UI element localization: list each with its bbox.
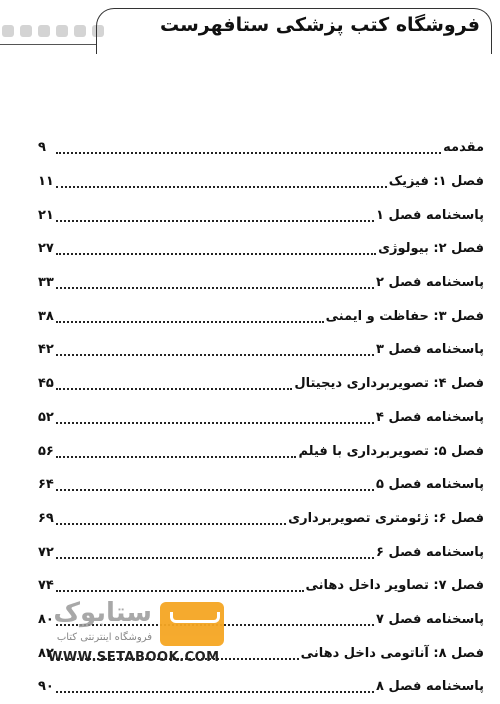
dot — [2, 25, 14, 37]
toc-title: پاسخنامه فصل ۱ — [376, 207, 484, 223]
dot-leader — [56, 320, 324, 323]
toc-title: فصل ۲: بیولوژی — [378, 241, 484, 257]
toc-row[interactable] — [38, 468, 484, 502]
toc-row[interactable] — [38, 670, 484, 704]
toc-title: پاسخنامه فصل ۷ — [376, 611, 484, 627]
toc-page: ۷۲ — [38, 544, 54, 560]
toc-row[interactable] — [38, 198, 484, 232]
toc-page: ۸۰ — [38, 611, 54, 627]
dot-leader — [56, 252, 376, 255]
toc-title: مقدمه — [443, 140, 484, 156]
dot — [20, 25, 32, 37]
dot-leader — [56, 219, 374, 222]
toc-title: فصل ۷: تصاویر داخل دهانی — [305, 578, 484, 594]
toc-page: ۱۱ — [38, 174, 54, 190]
toc-page: ۳۳ — [38, 275, 54, 291]
toc-page: ۶۹ — [38, 510, 54, 526]
toc-page: ۴۲ — [38, 342, 54, 358]
dot — [74, 25, 86, 37]
toc-title: فصل ۶: ژئومتری تصویربرداری — [288, 510, 484, 526]
toc-title: پاسخنامه فصل ۲ — [376, 275, 484, 291]
dot-leader — [56, 556, 374, 559]
toc-row[interactable] — [38, 131, 484, 165]
setabook-watermark — [40, 598, 230, 670]
watermark-subtitle: فروشگاه اینترنتی کتاب — [56, 632, 152, 643]
toc-page: ۷۴ — [38, 578, 54, 594]
dot-leader — [56, 353, 374, 356]
watermark-brand: ستابوک — [53, 598, 152, 628]
watermark-url: WWW.SETABOOK.COM — [48, 650, 220, 665]
toc-title: فصل ۴: تصویربرداری دیجیتال — [294, 376, 484, 392]
toc-page: ۶۴ — [38, 477, 54, 493]
dot-leader — [56, 151, 441, 154]
book-logo-icon — [160, 602, 224, 646]
toc-title: پاسخنامه فصل ۶ — [376, 544, 484, 560]
toc-page: ۲۷ — [38, 241, 54, 257]
dot-leader — [56, 522, 286, 525]
toc-page: ۵۶ — [38, 443, 54, 459]
toc-row[interactable] — [38, 333, 484, 367]
toc-row[interactable] — [38, 367, 484, 401]
toc-row[interactable] — [38, 401, 484, 435]
dot-leader — [56, 455, 296, 458]
toc-title: پاسخنامه فصل ۴ — [376, 409, 484, 425]
toc-page: ۴۵ — [38, 376, 54, 392]
toc-page: ۵۲ — [38, 409, 54, 425]
dot-leader — [56, 387, 292, 390]
toc-row[interactable] — [38, 232, 484, 266]
toc-row[interactable] — [38, 434, 484, 468]
dot-leader — [56, 488, 374, 491]
page-title: فروشگاه کتب پزشکی ستافهرست — [159, 14, 480, 36]
toc-row[interactable] — [38, 502, 484, 536]
toc-row[interactable] — [38, 266, 484, 300]
toc-page: ۳۸ — [38, 308, 54, 324]
toc-page: ۹ — [38, 140, 46, 156]
toc-row[interactable] — [38, 535, 484, 569]
toc-page: ۸۲ — [38, 645, 54, 661]
toc-title: پاسخنامه فصل ۸ — [376, 679, 484, 695]
toc-title: فصل ۱: فیزیک — [388, 174, 484, 190]
toc-page: ۲۱ — [38, 207, 54, 223]
toc-page: ۹۰ — [38, 679, 54, 695]
header-rule — [0, 44, 96, 45]
toc-title: پاسخنامه فصل ۳ — [376, 342, 484, 358]
toc-title: فصل ۵: تصویربرداری با فیلم — [298, 443, 484, 459]
dot-leader — [56, 185, 387, 188]
dot — [38, 25, 50, 37]
dot-leader — [56, 286, 374, 289]
toc-row[interactable] — [38, 299, 484, 333]
dot-leader — [56, 421, 374, 424]
toc-title: فصل ۳: حفاظت و ایمنی — [325, 308, 484, 324]
header-dots — [2, 25, 104, 37]
dot-leader — [56, 589, 304, 592]
dot-leader — [56, 690, 374, 693]
toc-title: پاسخنامه فصل ۵ — [376, 477, 484, 493]
toc-title: فصل ۸: آناتومی داخل دهانی — [300, 645, 484, 661]
toc-row[interactable] — [38, 165, 484, 199]
dot — [56, 25, 68, 37]
